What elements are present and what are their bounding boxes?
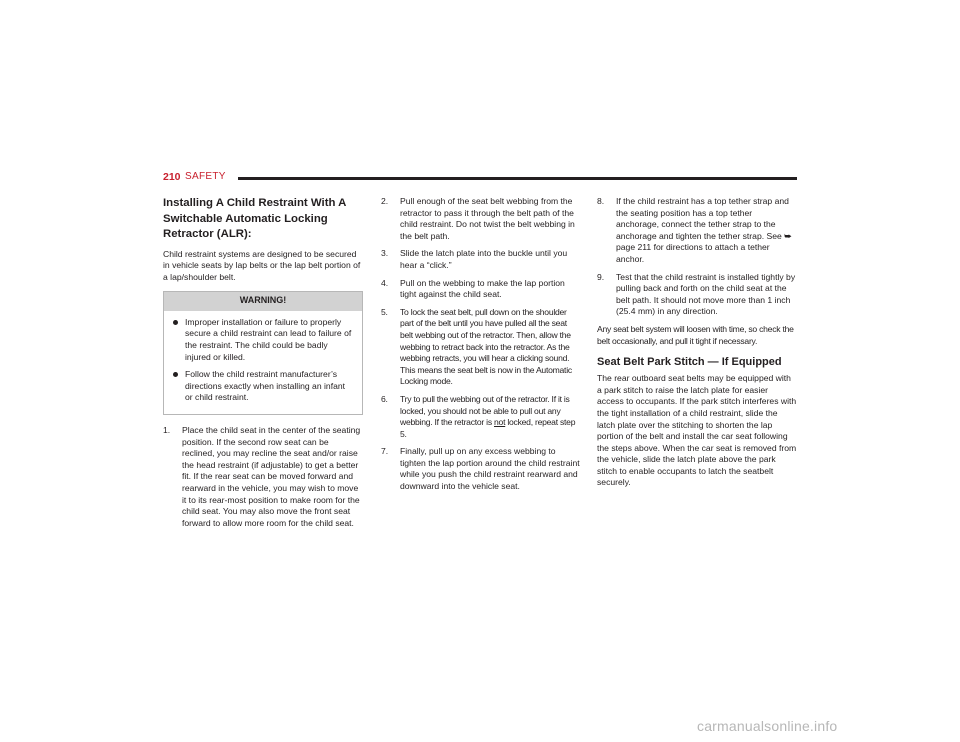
page-header <box>163 171 797 185</box>
step-number: 5. <box>381 306 388 317</box>
bullet-icon <box>173 320 178 325</box>
step-number: 3. <box>381 248 389 259</box>
step-item <box>381 446 581 492</box>
column-1 <box>163 196 363 535</box>
page-number: 210 <box>163 171 181 183</box>
step-text: Test that the child restraint is installed tightly by pulling back and forth on the child seat at the belt path. It should not move more than 1 inch (25.4 mm) in any direction. <box>616 271 796 317</box>
warning-item <box>172 317 354 363</box>
bullet-icon <box>173 372 178 377</box>
step-text-part: locked, repeat step 5. <box>400 417 576 439</box>
step-text: Pull enough of the seat belt webbing from the retractor to pass it through the belt path of the child restraint. Do not twist the belt webbing in the belt path. <box>400 196 575 241</box>
step-text: Pull on the webbing to make the lap portion tight against the child seat. <box>400 277 565 300</box>
step-text <box>616 196 792 264</box>
page-reference-arrow-icon: ⮩ <box>784 231 792 241</box>
step-number: 4. <box>381 277 389 288</box>
step-number: 7. <box>381 446 389 457</box>
section-heading: Installing A Child Restraint With A Switchable Automatic Locking Retractor (ALR): <box>163 197 346 240</box>
steps-list-1 <box>163 425 363 529</box>
column-3 <box>597 196 797 495</box>
step-text <box>400 394 575 439</box>
step-item <box>163 425 363 529</box>
step-number: 2. <box>381 196 389 206</box>
warning-text: Follow the child restraint manufacturer’s directions exactly when installing an infant or child restraint. <box>185 369 346 403</box>
body-paragraph: The rear outboard seat belts may be equipped with a park stitch to raise the latch plate for easier access to occupants. If the park stitch interferes with the tight installation of a child restraint, slide the latch plate over the stitching to shorten the lap portion of the belt and install the car seat following the steps above. When the car seat is removed from the vehicle, slide the latch plate above the park stitch to enable occupants to latch the seatbelt securely. <box>597 373 797 488</box>
warning-box <box>163 291 363 415</box>
step-number: 1. <box>163 425 171 436</box>
step-number: 9. <box>597 271 605 282</box>
step-text: Finally, pull up on any excess webbing to tighten the lap portion around the child restraint while you push the child restraint rearward and downward into the vehicle seat. <box>400 446 580 492</box>
step-text: Slide the latch plate into the buckle until you hear a “click.” <box>400 248 568 270</box>
step-text: To lock the seat belt, pull down on the shoulder part of the belt until you have pulled all the seat belt webbing out of the retractor. Then, allow the webbing to retract back into the retractor. As the webbing retracts, you will hear a clicking sound. This means the seat belt is now in the Automatic Locking mode. <box>400 306 572 387</box>
step-item <box>597 272 797 318</box>
step-item <box>381 248 581 271</box>
steps-list-3 <box>597 196 797 318</box>
step-text-part: If the child restraint has a top tether strap and the seating position has a top tether anchorage, connect the tether strap to the anchorage and tighten the tether strap. See <box>616 196 789 241</box>
warning-title: WARNING! <box>164 292 362 311</box>
step-item <box>381 394 581 440</box>
step-item <box>597 196 797 266</box>
column-2 <box>381 196 581 499</box>
note-paragraph: Any seat belt system will loosen with time, so check the belt occasionally, and pull it tight if necessary. <box>597 323 794 346</box>
page-reference-link[interactable]: page 211 for directions to attach a tether anchor. <box>616 242 770 264</box>
warning-item <box>172 369 354 404</box>
step-text: Place the child seat in the center of the seating position. If the second row seat can be reclined, you may recline the seat and/or raise the head restraint (if adjustable) to get a better fit. If the rear seat can be moved forward and rearward in the vehicle, you may wish to move it to its rear-most position to make room for the child seat. You may also move the front seat forward to allow more room for the child seat. <box>182 425 361 528</box>
watermark-logo: carmanualsonline.info <box>697 718 838 734</box>
section-title: SAFETY <box>185 171 226 182</box>
step-number: 6. <box>381 393 388 404</box>
step-number: 8. <box>597 196 605 206</box>
step-item <box>381 196 581 242</box>
emphasis-not: not <box>494 417 506 428</box>
warning-text: Improper installation or failure to properly secure a child restraint can lead to failure of the restraint. The child could be badly injured or killed. <box>185 316 352 362</box>
subsection-heading: Seat Belt Park Stitch — If Equipped <box>597 356 782 369</box>
intro-paragraph: Child restraint systems are designed to be secured in vehicle seats by lap belts or the lap belt portion of a lap/shoulder belt. <box>163 248 361 282</box>
step-text-part: Try to pull the webbing out of the retractor. If it is locked, you should not be able to pull out any webbing. If the retractor is <box>400 393 570 428</box>
header-rule <box>238 177 797 180</box>
warning-list <box>164 311 362 414</box>
step-item <box>381 278 581 301</box>
step-item <box>381 307 581 388</box>
steps-list-2 <box>381 196 581 493</box>
